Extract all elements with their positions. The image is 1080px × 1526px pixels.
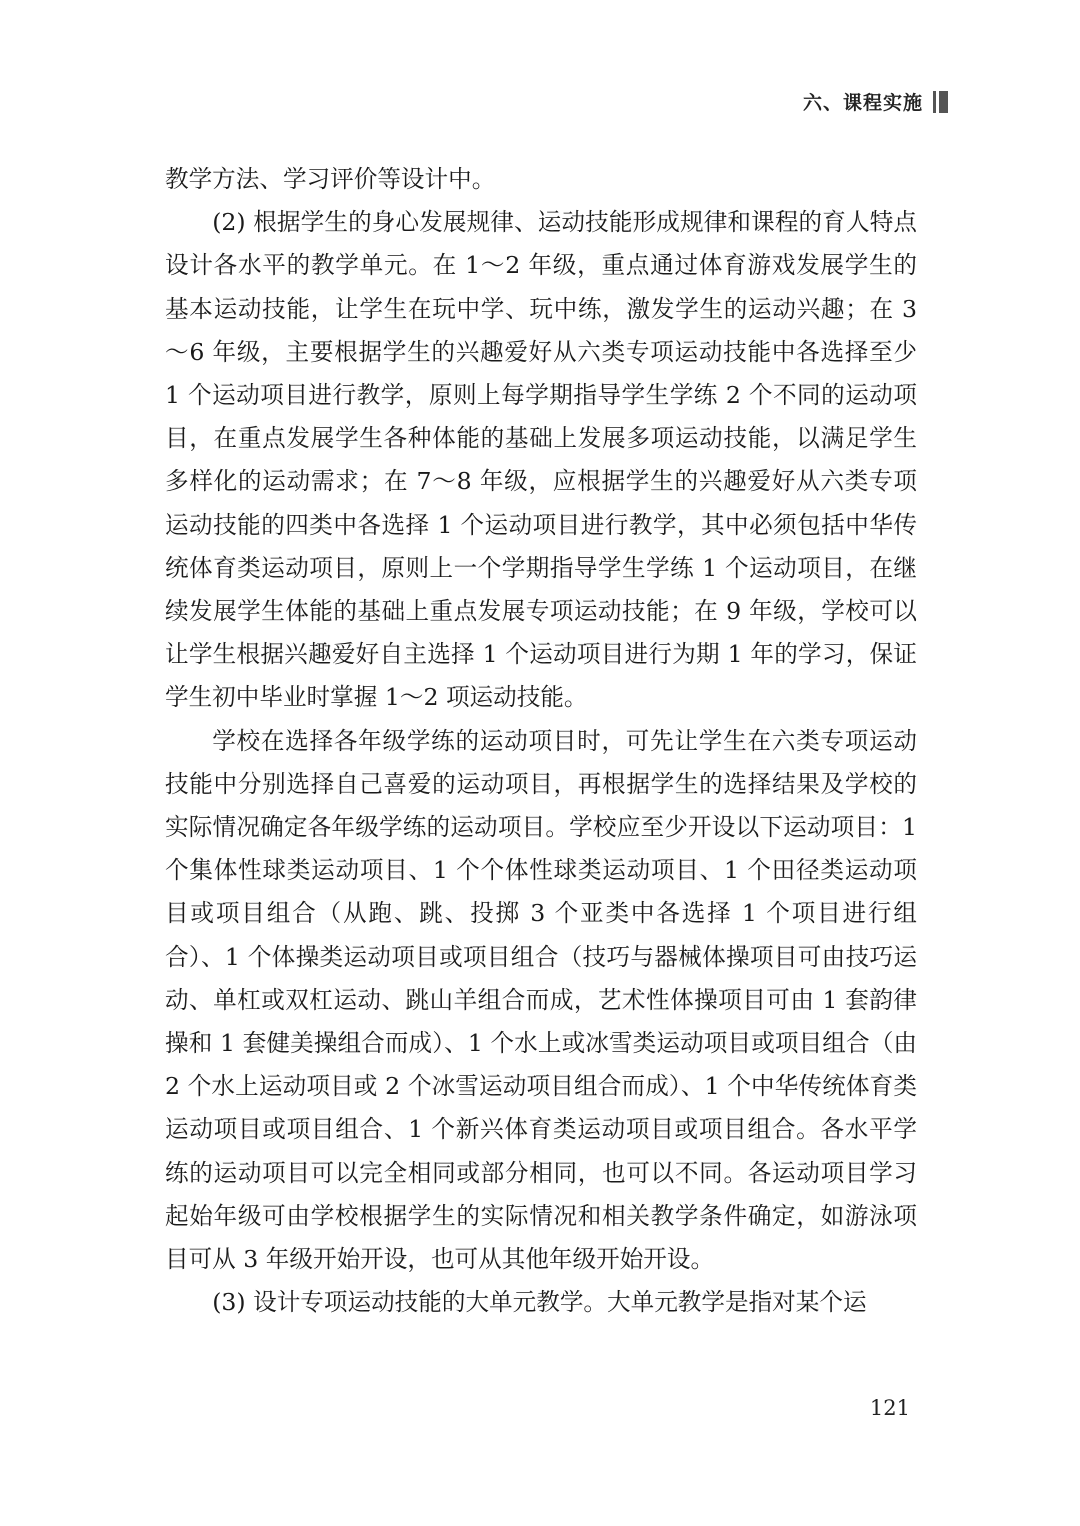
- header-bar-thick: [939, 91, 948, 113]
- paragraph-item-3: (3) 设计专项运动技能的大单元教学。大单元教学是指对某个运: [212, 1288, 867, 1317]
- header-bar-thin: [933, 91, 936, 113]
- paragraph-school-selection: 学校在选择各年级学练的运动项目时，可先让学生在六类专项运动技能中分别选择自己喜爱的运动项目，再根据学生的选择结果及学校的实际情况确定各年级学练的运动项目。学校应至少开设以下运动项目：1 个集体性球类运动项目、1 个个体性球类运动项目、1 个田径类运动项目或项目组合（从跑、跳、投掷 3 个亚类中各选择 1 个项目进行组合）、1 个体操类运动项目或项目组合（技巧与器械体操项目可由技巧运动、单杠或双杠运动、跳山羊组合而成，艺术性体操项目可由 1 套韵律操和 1 套健美操组合而成）、1 个水上或冰雪类运动项目或项目组合（由 2 个水上运动项目或 2 个冰雪运动项目组合而成）、1 个中华传统体育类运动项目或项目组合、1 个新兴体育类运动项目或项目组合。各水平学练的运动项目可以完全相同或部分相同，也可以不同。各运动项目学习起始年级可由学校根据学生的实际情况和相关教学条件确定，如游泳项目可从 3 年级开始开设，也可从其他年级开始开设。: [165, 726, 917, 1274]
- page-number: 121: [869, 1396, 910, 1420]
- paragraph-continuation: 教学方法、学习评价等设计中。: [165, 165, 496, 193]
- section-title: 六、课程实施: [802, 92, 923, 114]
- body-text: [165, 158, 917, 1324]
- header-bar-mark-icon: [933, 91, 948, 113]
- running-head: [803, 88, 948, 115]
- paragraph-item-2: (2) 根据学生的身心发展规律、运动技能形成规律和课程的育人特点设计各水平的教学单元。在 1～2 年级，重点通过体育游戏发展学生的基本运动技能，让学生在玩中学、玩中练，激发学生的运动兴趣；在 3～6 年级，主要根据学生的兴趣爱好从六类专项运动技能中各选择至少 1 个运动项目进行教学，原则上每学期指导学生学练 2 个不同的运动项目，在重点发展学生各种体能的基础上发展多项运动技能，以满足学生多样化的运动需求；在 7～8 年级，应根据学生的兴趣爱好从六类专项运动技能的四类中各选择 1 个运动项目进行教学，其中必须包括中华传统体育类运动项目，原则上一个学期指导学生学练 1 个运动项目，在继续发展学生体能的基础上重点发展专项运动技能；在 9 年级，学校可以让学生根据兴趣爱好自主选择 1 个运动项目进行为期 1 年的学习，保证学生初中毕业时掌握 1～2 项运动技能。: [165, 208, 917, 712]
